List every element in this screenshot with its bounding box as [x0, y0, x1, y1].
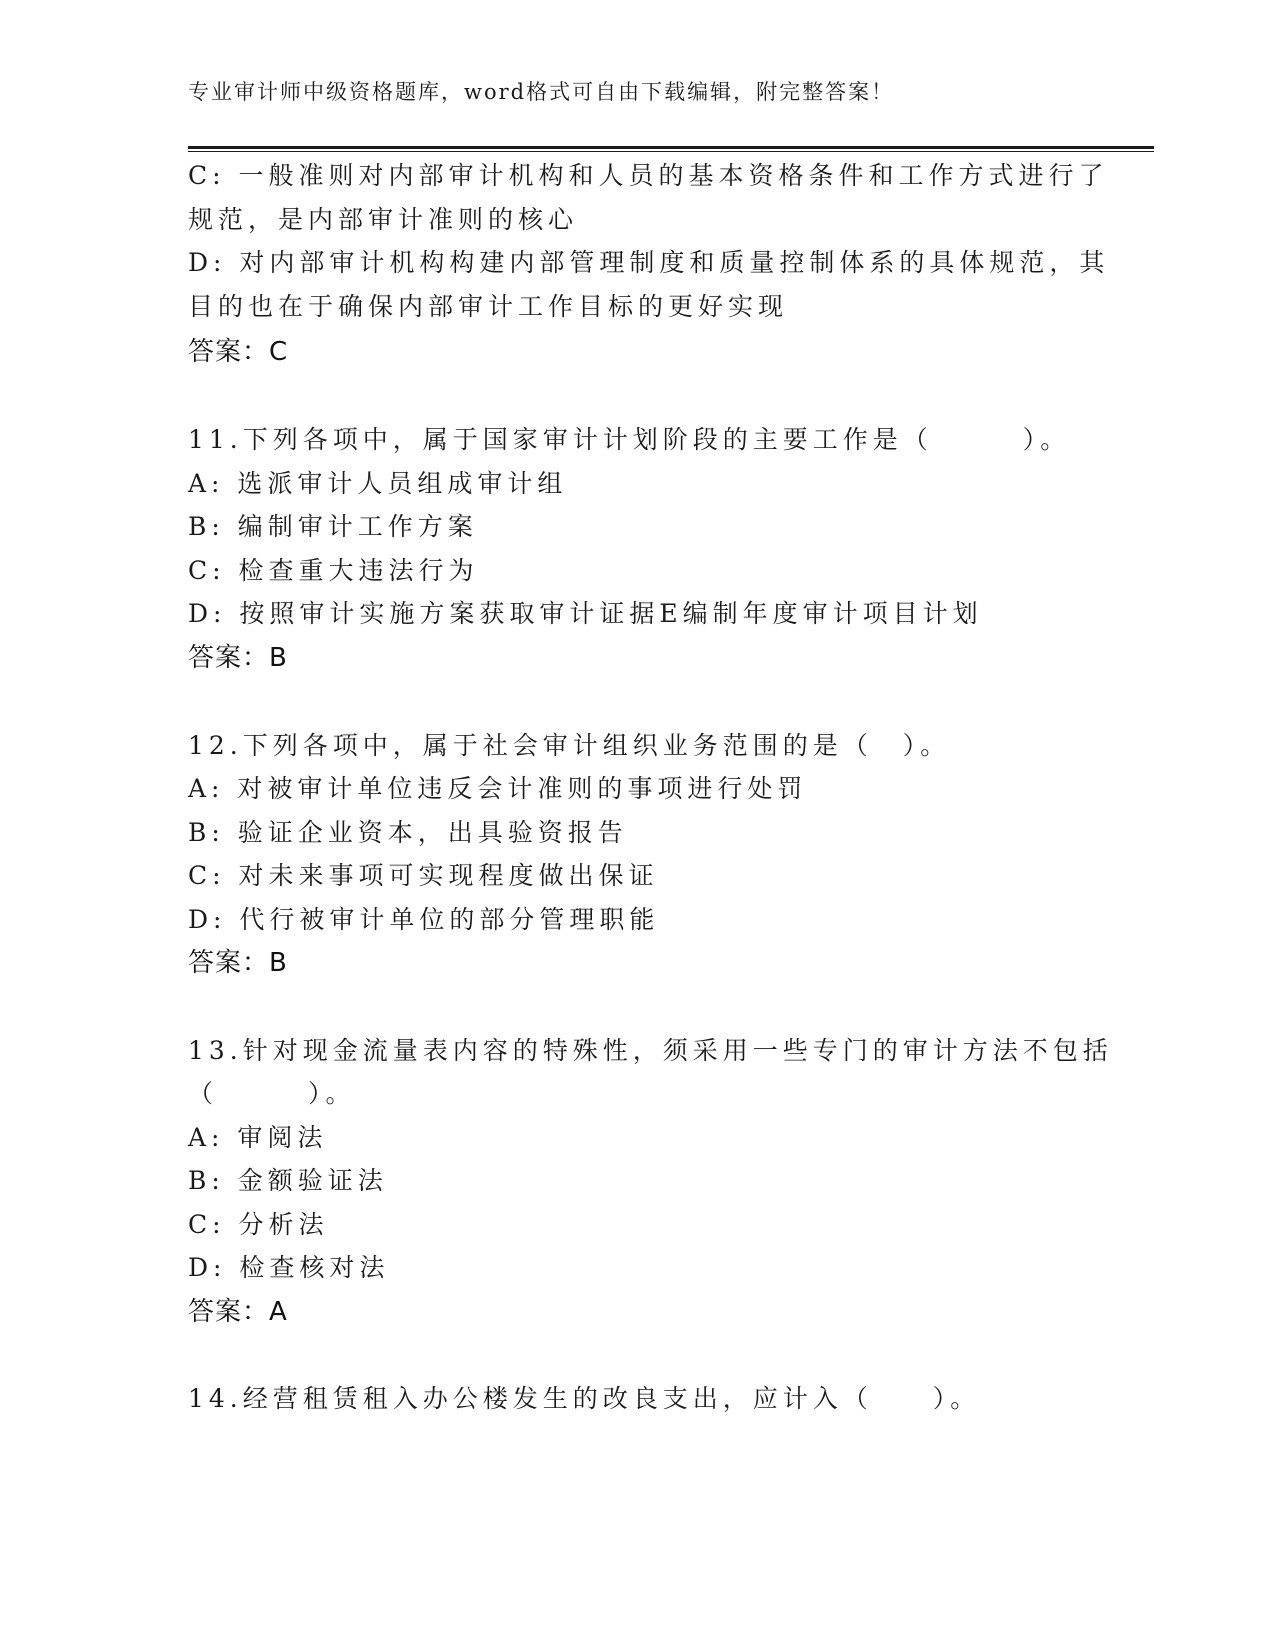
q11-option-a: A: 选派审计人员组成审计组 — [188, 469, 568, 498]
q13-option-d: D: 检查核对法 — [188, 1253, 390, 1282]
q14-question: 14.经营租赁租入办公楼发生的改良支出，应计入（ ）。 — [188, 1384, 981, 1413]
q10-option-c-line1: C: 一般准则对内部审计机构和人员的基本资格条件和工作方式进行了 — [188, 161, 1109, 190]
q11-option-c: C: 检查重大违法行为 — [188, 556, 479, 585]
q12-option-b: B: 验证企业资本，出具验资报告 — [188, 818, 628, 847]
q11-option-d: D: 按照审计实施方案获取审计证据E编制年度审计项目计划 — [188, 599, 983, 628]
q13-answer: 答案：A — [188, 1297, 288, 1327]
q13-option-b: B: 金额验证法 — [188, 1166, 388, 1195]
header-rule-thick — [188, 146, 1154, 149]
q12-answer: 答案：B — [188, 948, 288, 978]
q13-question-line1: 13.针对现金流量表内容的特殊性，须采用一些专门的审计方法不包括 — [188, 1036, 1113, 1065]
q10-option-d-line1: D: 对内部审计机构构建内部管理制度和质量控制体系的具体规范，其 — [188, 248, 1110, 277]
q12-option-a: A: 对被审计单位违反会计准则的事项进行处罚 — [188, 774, 808, 803]
q11-option-b: B: 编制审计工作方案 — [188, 512, 478, 541]
header-rule-thin — [188, 151, 1154, 152]
q10-answer: 答案：C — [188, 337, 289, 367]
q12-question: 12.下列各项中，属于社会审计组织业务范围的是（ ）。 — [188, 731, 951, 760]
q13-option-a: A: 审阅法 — [188, 1123, 328, 1152]
q12-option-d: D: 代行被审计单位的部分管理职能 — [188, 905, 660, 934]
q11-answer: 答案：B — [188, 643, 288, 673]
page-header: 专业审计师中级资格题库，word格式可自由下载编辑，附完整答案！ — [188, 80, 895, 104]
q13-question-line2: （ ）。 — [188, 1079, 356, 1108]
q13-option-c: C: 分析法 — [188, 1210, 329, 1239]
q10-option-c-line2: 规范，是内部审计准则的核心 — [188, 205, 579, 234]
q11-question: 11.下列各项中，属于国家审计计划阶段的主要工作是（ ）。 — [188, 425, 1071, 454]
q12-option-c: C: 对未来事项可实现程度做出保证 — [188, 861, 659, 890]
q10-option-d-line2: 目的也在于确保内部审计工作目标的更好实现 — [188, 292, 789, 321]
